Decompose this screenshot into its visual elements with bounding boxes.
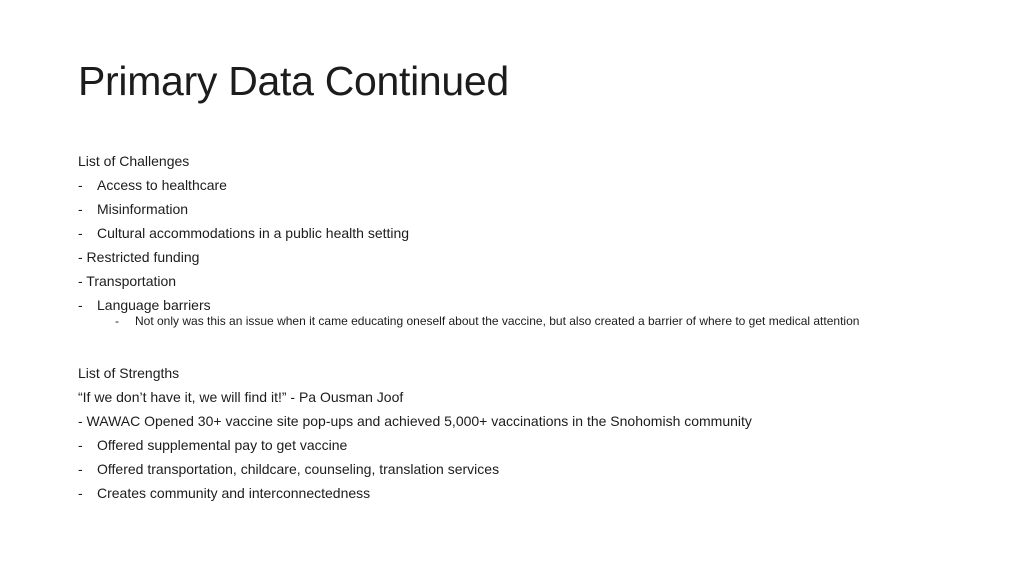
list-item-text: Cultural accommodations in a public health setting [97,225,410,241]
sub-list-item-text: Not only was this an issue when it came educating oneself about the vaccine, but also created a barrier of where to get medical attention [135,314,860,328]
bullet-dash: - [78,297,83,313]
list-item-text: Creates community and interconnectedness [97,485,371,501]
list-item-text: Offered transportation, childcare, counseling, translation services [97,461,500,477]
list-item [78,177,978,201]
list-item-inline: - WAWAC Opened 30+ vaccine site pop-ups and achieved 5,000+ vaccinations in the Snohomish community [78,413,752,429]
bullet-dash: - [78,461,83,477]
slide-title: Primary Data Continued [78,58,509,104]
list-item [78,485,978,509]
list-item-text: Access to healthcare [97,177,227,193]
bullet-dash: - [115,314,119,328]
challenges-heading: List of Challenges [78,153,190,169]
bullet-dash: - [78,225,83,241]
bullet-dash: - [78,485,83,501]
list-item-inline: - Transportation [78,273,177,289]
bullet-dash: - [78,201,83,217]
sub-list-item [115,313,978,335]
section-gap [78,335,978,365]
slide-body [78,153,978,509]
list-item [78,437,978,461]
list-item [78,225,978,249]
quote: “If we don’t have it, we will find it!” - Pa Ousman Joof [78,389,404,405]
list-item-text: Language barriers [97,297,211,313]
strengths-heading: List of Strengths [78,365,180,381]
list-item-text: Misinformation [97,201,189,217]
list-item-inline: - Restricted funding [78,249,200,265]
bullet-dash: - [78,437,83,453]
list-item-text: Offered supplemental pay to get vaccine [97,437,348,453]
list-item [78,201,978,225]
list-item [78,461,978,485]
bullet-dash: - [78,177,83,193]
